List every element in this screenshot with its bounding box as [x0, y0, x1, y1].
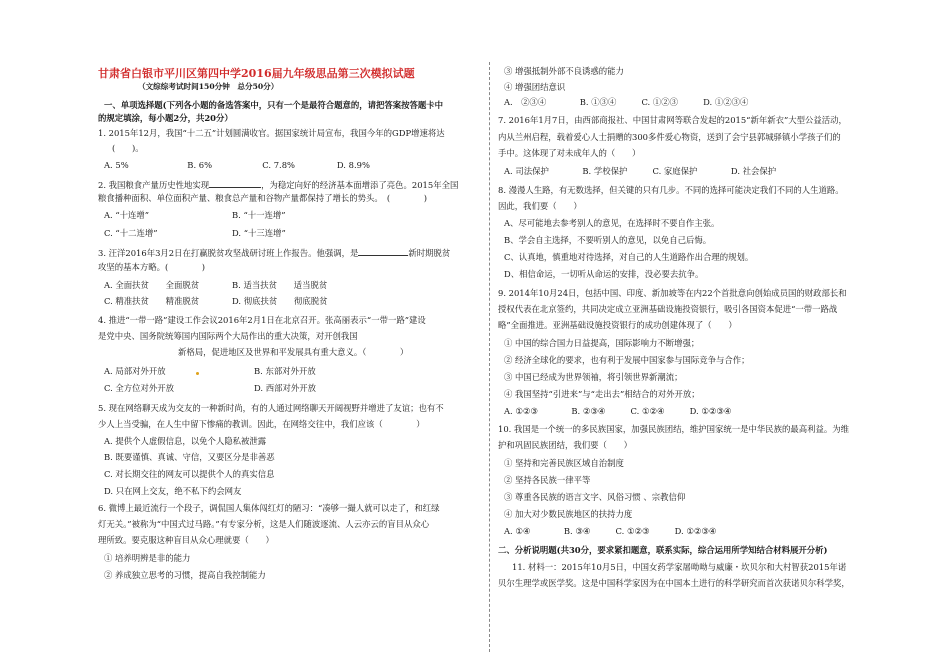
section1-heading-line1: 一、单项选择题(下列各小题的备选答案中，只有一个是最符合题意的，请把答案按答题卡中 [104, 100, 443, 110]
q3-line2: 攻坚的基本方略。( ) [98, 262, 206, 272]
q9-statement-3: ③ 中国已经成为世界领袖，将引领世界新潮流； [504, 372, 683, 382]
q5-line1: 5. 现在网络聊天成为交友的一种新时尚，有的人通过网络聊天开阔视野并增进了友谊；也有不 [98, 403, 444, 413]
q4-line3: 新格局，促进地区及世界和平发展具有重大意义。（ ） [178, 347, 409, 357]
q5-line2: 少人上当受骗，在人生中留下惨痛的教训。因此，在网络交往中，我们应该（ ） [98, 419, 425, 429]
q9-line1: 9. 2014年10月24日，包括中国、印度、新加坡等在内22个首批意向创始成员国的财政部长和 [498, 288, 847, 298]
q8-option-b: B、学会自主选择，不要听别人的意见，以免自己后悔。 [504, 235, 712, 245]
q6-line2: 灯无关。”被称为“中国式过马路。”有专家分析，这是人们随波逐流、人云亦云的盲目从众心 [98, 519, 430, 529]
q2-option-d: D. “十三连增” [232, 228, 286, 238]
q9-statement-1: ① 中国的综合国力日益提高，国际影响力不断增强； [504, 338, 700, 348]
q10-statement-3: ③ 尊重各民族的语言文字、风俗习惯 、宗教信仰 [504, 492, 686, 502]
q4-option-b: B. 东部对外开放 [254, 366, 316, 376]
q3-option-b: B. 适当扶贫 适当脱贫 [232, 280, 328, 290]
q10-statement-4: ④ 加大对少数民族地区的扶持力度 [504, 509, 633, 519]
q1-line2: ( )。 [112, 143, 144, 153]
q10-line2: 护和巩固民族团结，我们要（ ） [498, 440, 632, 450]
q8-line2: 因此，我们要（ ） [498, 201, 582, 211]
q3-line1 [98, 246, 450, 259]
q8-option-c: C、认真地，慎重地对待选择，对自己的人生道路作出合理的规划。 [504, 252, 754, 262]
q6-line3: 理所致。要克服这种盲目从众心理就要（ ） [98, 535, 274, 545]
q6-options: A. ②③④ B. ①③④ C. ①②③ D. ①②③④ [504, 97, 749, 107]
q3-line1-b: 新时期脱贫 [408, 248, 451, 258]
q9-statement-2: ② 经济全球化的要求，也有利于发展中国家参与国际竞争与合作； [504, 355, 750, 365]
q3-option-a: A. 全面扶贫 全面脱贫 [104, 280, 200, 290]
q5-option-c: C. 对长期交往的网友可以提供个人的真实信息 [104, 469, 275, 479]
q7-line2: 内从兰州启程，载着爱心人士捐赠的300多件爱心物资，送到了会宁县郭城驿镇小学孩子们的 [498, 132, 841, 142]
q9-statement-4: ④ 我国坚持“引进来”与“走出去”相结合的对外开放； [504, 389, 700, 399]
exam-title: 甘肃省白银市平川区第四中学2016届九年级思品第三次模拟试题 [98, 67, 415, 80]
q2-line1 [98, 178, 458, 191]
q7-options: A. 司法保护 B. 学校保护 C. 家庭保护 D. 社会保护 [504, 166, 777, 176]
q9-options: A. ①②③ B. ②③④ C. ①②④ D. ①②③④ [504, 406, 732, 416]
q10-statement-1: ① 坚持和完善民族区域自治制度 [504, 458, 624, 468]
material1-line2: 贝尔生理学或医学奖。这是中国科学家因为在中国本土进行的科学研究而首次获诺贝尔科学奖， [498, 578, 850, 588]
q5-option-b: B. 既要谨慎、真诚、守信，又要区分是非善恶 [104, 452, 275, 462]
q9-line2: 授权代表在北京签约，共同决定成立亚洲基础设施投资银行，吸引各国资本促进“一带一路战 [498, 304, 838, 314]
q4-option-a: A. 局部对外开放 [104, 366, 166, 376]
material1-line1: 11. 材料一：2015年10月5日，中国女药学家屠呦呦与威廉・坎贝尔和大村智获2015年诺 [512, 562, 847, 572]
q1-options: A. 5% B. 6% C. 7.8% D. 8.9% [104, 160, 370, 170]
q8-line1: 8. 漫漫人生路，有无数选择，但关键的只有几步。不同的选择可能决定我们不同的人生道路。 [498, 185, 844, 195]
stray-mark [196, 372, 199, 375]
q8-option-a: A、尽可能地去参考别人的意见，在选择时不要自作主张。 [504, 218, 720, 228]
section1-heading-line2: 的规定填涂，每小题2分，共20分） [98, 113, 233, 123]
q8-option-d: D、相信命运，一切听从命运的安排，没必要去抗争。 [504, 269, 704, 279]
q3-line1-a: 3. 汪洋2016年3月2日在打赢脱贫攻坚战研讨班上作报告。他强调，是 [98, 248, 359, 258]
q10-statement-2: ② 坚持各民族一律平等 [504, 475, 591, 485]
q9-line3: 略”全面推进。亚洲基础设施投资银行的成功创建体现了（ ） [498, 320, 737, 330]
q6-statement-2: ② 养成独立思考的习惯，提高自我控制能力 [104, 570, 266, 580]
answer-blank [209, 178, 261, 188]
q2-line2: 粮食播种面积、单位面积产量、粮食总产量和谷物产量都保持了增长的势头。 ( ) [98, 193, 427, 203]
q10-line1: 10. 我国是一个统一的多民族国家，加强民族团结，维护国家统一是中华民族的最高利益。为维 [498, 424, 849, 434]
q4-option-c: C. 全方位对外开放 [104, 383, 175, 393]
q3-option-c: C. 精准扶贫 精准脱贫 [104, 296, 200, 306]
q7-line3: 手中。这体现了对未成年人的（ ） [498, 148, 641, 158]
q10-options: A. ①④ B. ③④ C. ①②③ D. ①②③④ [504, 526, 717, 536]
q2-option-a: A. “十连增” [104, 210, 150, 220]
q5-option-d: D. 只在网上交友，绝不私下约会网友 [104, 486, 242, 496]
q2-option-b: B. “十一连增” [232, 210, 286, 220]
q6-statement-4: ④ 增强团结意识 [504, 82, 566, 92]
q2-line1-b: ，为稳定向好的经济基本面增添了亮色。2015年全国 [261, 180, 459, 190]
section2-heading: 二、分析说明题(共30分，要求紧扣题意，联系实际，综合运用所学知结合材料展开分析) [498, 545, 828, 555]
exam-subtitle: （文综综考试时间150分钟 总分50分） [138, 82, 279, 91]
q2-option-c: C. “十二连增” [104, 228, 158, 238]
column-divider [489, 62, 490, 652]
q6-statement-1: ① 培养明辨是非的能力 [104, 553, 191, 563]
q1-line1: 1. 2015年12月，我国“十二五”计划圆满收官。据国家统计局宣布，我国今年的GDP增速将达 [98, 128, 445, 138]
q3-option-d: D. 彻底扶贫 彻底脱贫 [232, 296, 328, 306]
q4-line1: 4. 推进“一带一路”建设工作会议2016年2月1日在北京召开。张高丽表示“一带一路”建设 [98, 315, 426, 325]
q7-line1: 7. 2016年1月7日，由西部商报社、中国甘肃网等联合发起的2015“新年新衣”大型公益活动， [498, 115, 847, 125]
q4-option-d: D. 西部对外开放 [254, 383, 316, 393]
q5-option-a: A. 提供个人虚假信息，以免个人隐私被泄露 [104, 436, 267, 446]
q6-line1: 6. 微博上最近流行一个段子，调侃国人集体闯红灯的陋习：“凑够一撮人就可以走了，和红绿 [98, 503, 440, 513]
q4-line2: 是党中央、国务院统筹国内国际两个大局作出的重大决策，对开创我国 [98, 331, 358, 341]
q6-statement-3: ③ 增强抵制外部不良诱惑的能力 [504, 66, 624, 76]
answer-blank [358, 246, 408, 256]
q2-line1-a: 2. 我国粮食产量历史性地实现 [98, 180, 210, 190]
